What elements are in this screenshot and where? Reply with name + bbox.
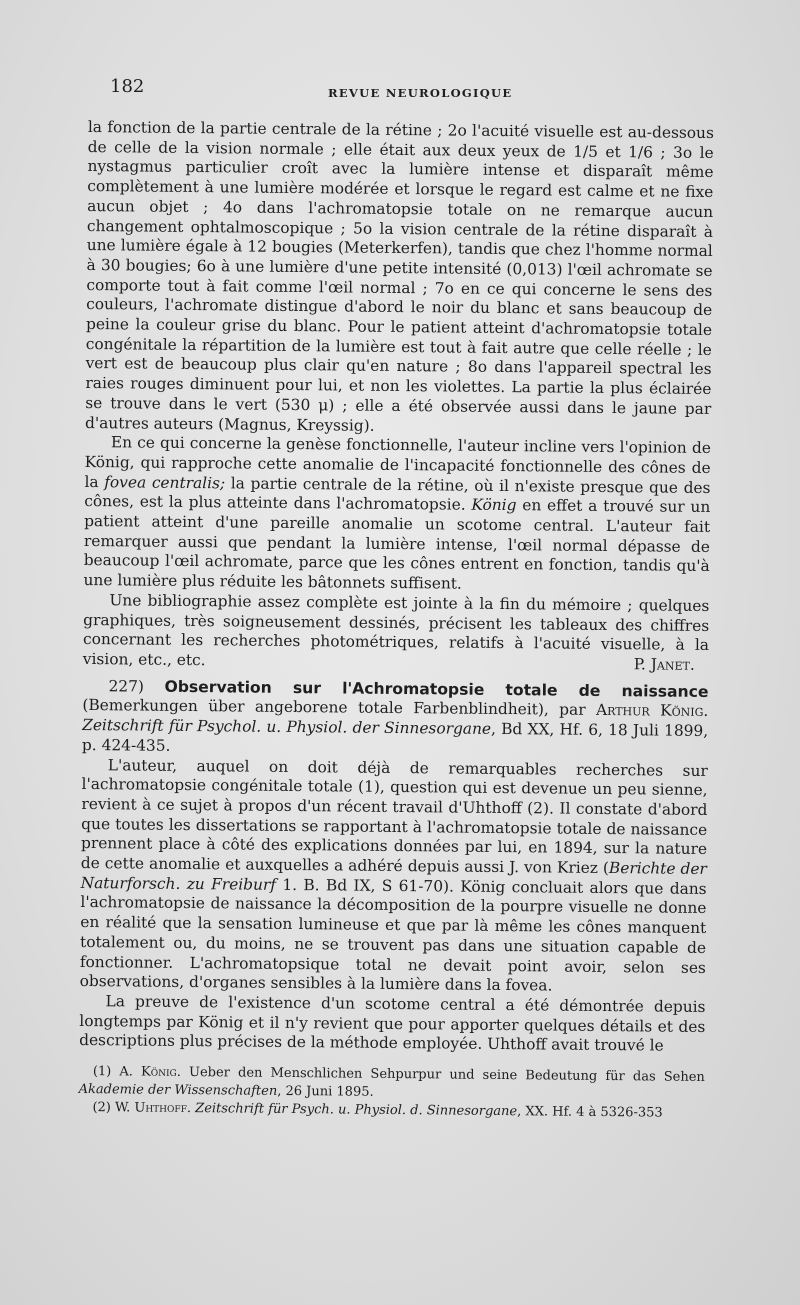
review1-p2-konig: König [471, 496, 517, 515]
article-title: Observation sur l'Achromatopsie totale de naissance [164, 677, 709, 701]
article-number: 227) [108, 676, 145, 696]
article-subtitle: (Bemerkungen über angeborene totale Farbenblindheit), par [82, 696, 597, 720]
page-body [78, 118, 714, 1123]
review1-p2-fovea: fovea centralis; [104, 472, 226, 492]
review1-paragraph-3: Une bibliographie assez complète est jointe à la fin du mémoire ; quelques graphiques, très soigneusement dessinés, précisent les tableaux des chiffres concernant les recherches photométriques, relatifs à l'acuité visuelle, à la vision, etc., etc. [82, 591, 710, 670]
review2-paragraph-1 [80, 755, 708, 997]
review1-p2-text-c: en effet a trouvé sur un patient atteint d'une pareille anomalie un scotome central. L'auteur fait remarquer aussi que pendant la lumière intense, l'œil normal dépasse de beaucoup l'œil achromate, parce que les cônes entrent en fonction, tandis qu'à une lumière plus réduite les bâtonnets suffisent. [83, 496, 711, 593]
footnote-2-mark: (2) [92, 1100, 116, 1116]
review1-signature: P. Janet. [633, 655, 695, 674]
review1-paragraph-1: la fonction de la partie centrale de la rétine ; 2o l'acuité visuelle est au-dessous de celle de la vision normale ; elle était aux deux yeux de 1/5 et 1/6 ; 3o le nystagmus particulier croît avec la lumière intense et disparaît même complètement à une lumière modérée et lorsque le regard est calme et ne fixe aucun objet ; 4o dans l'achromatopsie totale on ne remarque aucun changement ophtalmoscopique ; 5o la vision centrale de la rétine disparaît à une lumière égale à 12 bougies (Meterkerfen), tandis que chez l'homme normal à 30 bougies; 6o à une lumière d'une petite intensité (0,013) l'œil achromate se comporte tout à fait comme l'œil normal ; 7o en ce qui concerne le sens des couleurs, l'achromate distingue d'abord le noir du blanc et sans beaucoup de peine la couleur grise du blanc. Pour le patient atteint d'achromatopsie totale congénitale la répartition de la lumière est tout à fait autre que celle réelle ; le vert est de beaucoup plus clair qu'en nature ; 8o dans l'appareil spectral les raies rouges diminuent pour lui, et non les violettes. La partie la plus éclairée se trouve dans le vert (530 μ) ; elle a été observée aussi dans le jaune par d'autres auteurs (Magnus, Kreyssig). [84, 118, 714, 435]
footnote-1-text: Ueber den Menschlichen Sehpurpur und seine Bedeutung für das Sehen [180, 1064, 705, 1086]
article-citation: , Bd XX, Hf. 6, 18 Juli 1899, p. 424-435. [81, 720, 709, 755]
article-heading: 227) Observation sur l'Achromatopsie totale de naissance (Bemerkungen über angeborene totale Farbenblindheit), par Arthur König. Zeitschrift für Psychol. u. Physiol. der Sinnesorgane, Bd XX, Hf. 6, 18 Juli 1899, p. 424-435. [81, 676, 709, 755]
footnote-1-journal: Akademie der Wissenschaften [78, 1082, 278, 1099]
article-journal: Zeitschrift für Psychol. u. Physiol. der Sinnesorgane [82, 716, 492, 739]
footnote-1-mark: (1) [92, 1064, 120, 1080]
review2-p1-text-a: L'auteur, auquel on doit déjà de remarquables recherches sur l'achromatopsie congénitale totale (1), question qui est devenue un peu sienne, revient à ce sujet à propos d'un récent travail d'Uhthoff (2). Il constate d'abord que toutes les dissertations se rapportant à l'achromatopsie totale de naissance prennent place à côté des explications données par lui, en 1894, sur la nature de cette anomalie et auxquelles a adhéré depuis aussi J. von Kriez ( [80, 755, 708, 878]
running-head: REVUE NEUROLOGIQUE [328, 86, 513, 100]
footnote-2-author: W. Uhthoff. [114, 1100, 192, 1117]
review2-p1-text-b: 1. B. Bd IX, S 61-70). König concluait alors que dans l'achromatopsie de naissance la décomposition de la pourpre visuelle ne donne en réalité que la sensation lumineuse et que par là même les cônes manquent totalement ou, du moins, ne se trouvent pas dans une situation capable de fonctionner. L'achromatopsique total ne devait point avoir, selon ses observations, d'organes sensibles à la lumière dans la fovea. [79, 875, 707, 995]
page-number: 182 [110, 76, 145, 97]
footnote-1 [79, 1063, 705, 1105]
footnotes [78, 1063, 704, 1123]
footnote-2-text: , XX. Hf. 4 à 5326-353 [517, 1104, 663, 1121]
review1-paragraph-2 [83, 433, 710, 597]
footnote-1-author: A. König. [119, 1064, 181, 1080]
review1-p2-text-a: En ce qui concerne la genèse fonctionnelle, l'auteur incline vers l'opinion de König, qui rapproche cette anomalie de l'incapacité fonctionnelle des cônes de la [84, 433, 711, 491]
review1-p2-text-b: la partie centrale de la rétine, où il n'existe presque que des cônes, est la plus atteinte dans l'achromatopsie. [84, 473, 711, 515]
review2-p1-reference: Berichte der Naturforsch. zu Freiburf [80, 859, 707, 894]
review2-paragraph-2: La preuve de l'existence d'un scotome central a été démontrée depuis longtemps par König et il n'y revient que pour apporter quelques détails et des descriptions plus précises de la méthode employée. Uhthoff avait trouvé le [79, 992, 706, 1055]
page-header [110, 76, 710, 102]
article-author: Arthur König [595, 701, 704, 721]
footnote-1-date: , 26 Juni 1895. [277, 1083, 374, 1100]
footnote-2-journal: Zeitschrift für Psych. u. Physiol. d. Sinnesorgane [190, 1101, 518, 1120]
